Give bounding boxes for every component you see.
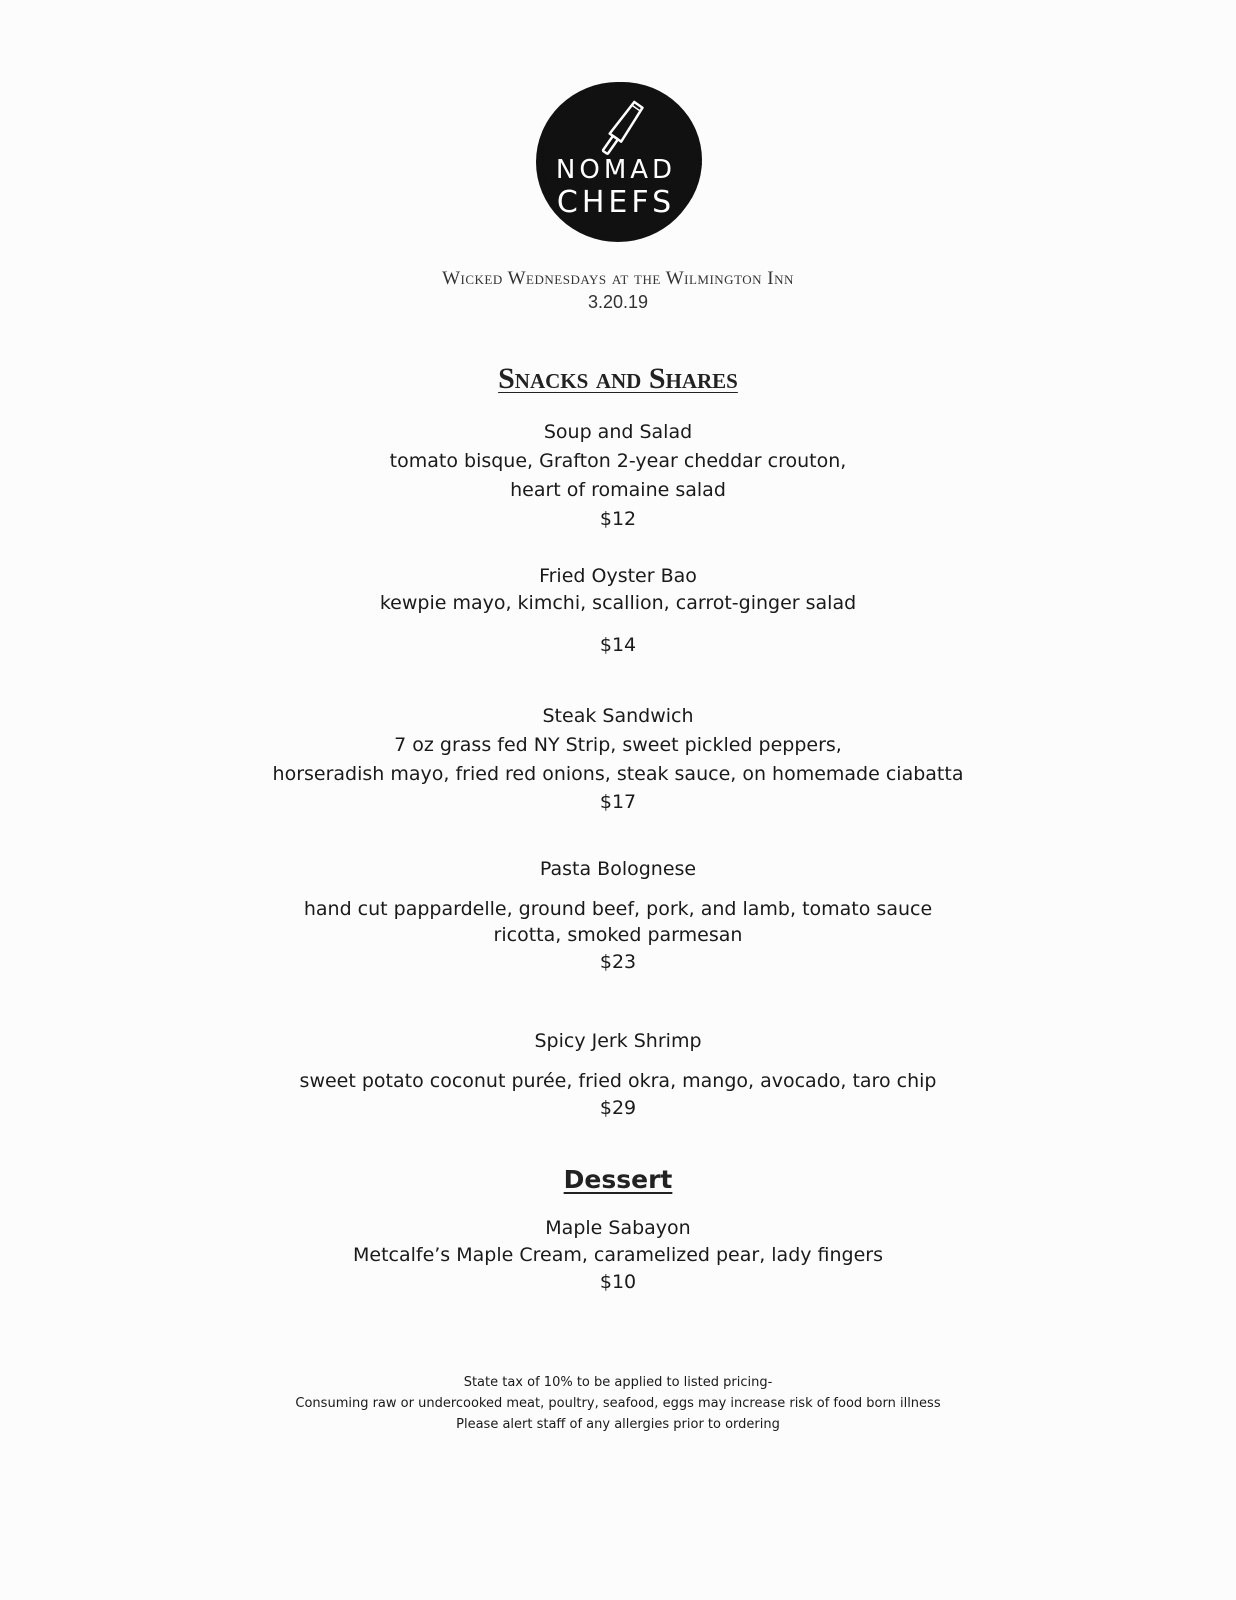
item-price: $29: [599, 1097, 637, 1119]
footer-tax-note: State tax of 10% to be applied to listed pricing-: [463, 1375, 773, 1390]
logo-line-2: CHEFS: [556, 185, 676, 220]
item-price: $12: [599, 508, 637, 530]
item-description: sweet potato coconut purée, fried okra, mango, avocado, taro chip: [299, 1070, 937, 1092]
item-name: Soup and Salad: [543, 421, 693, 443]
logo-line-1: NOMAD: [555, 155, 677, 185]
item-price: $23: [599, 951, 637, 973]
event-title: Wicked Wednesdays at the Wilmington Inn: [442, 268, 794, 289]
item-description: hand cut pappardelle, ground beef, pork, and lamb, tomato sauce: [303, 898, 933, 920]
footer-allergy-note: Please alert staff of any allergies prior to ordering: [456, 1417, 780, 1432]
item-description: heart of romaine salad: [510, 479, 726, 501]
footer-health-warning: Consuming raw or undercooked meat, poultry, seafood, eggs may increase risk of food born illness: [295, 1396, 941, 1411]
item-price: $10: [599, 1271, 637, 1293]
item-description: 7 oz grass fed NY Strip, sweet pickled peppers,: [394, 734, 842, 756]
item-name: Spicy Jerk Shrimp: [534, 1030, 702, 1052]
item-name: Fried Oyster Bao: [539, 565, 697, 587]
nomad-chefs-logo: [532, 78, 706, 246]
event-date: 3.20.19: [587, 292, 649, 312]
item-price: $17: [599, 791, 637, 813]
item-description: ricotta, smoked parmesan: [493, 924, 743, 946]
logo-emblem: [532, 78, 706, 246]
item-name: Steak Sandwich: [542, 705, 694, 727]
item-description: horseradish mayo, fried red onions, steak sauce, on homemade ciabatta: [272, 763, 964, 785]
item-name: Maple Sabayon: [545, 1217, 691, 1239]
item-description: kewpie mayo, kimchi, scallion, carrot-ginger salad: [379, 592, 857, 614]
section-title-snacks: Snacks and Shares: [498, 362, 738, 395]
item-description: tomato bisque, Grafton 2-year cheddar crouton,: [389, 450, 847, 472]
item-name: Pasta Bolognese: [539, 858, 697, 880]
section-title-dessert: Dessert: [563, 1165, 673, 1194]
item-price: $14: [599, 634, 637, 656]
item-description: Metcalfe’s Maple Cream, caramelized pear, lady fingers: [352, 1244, 884, 1266]
